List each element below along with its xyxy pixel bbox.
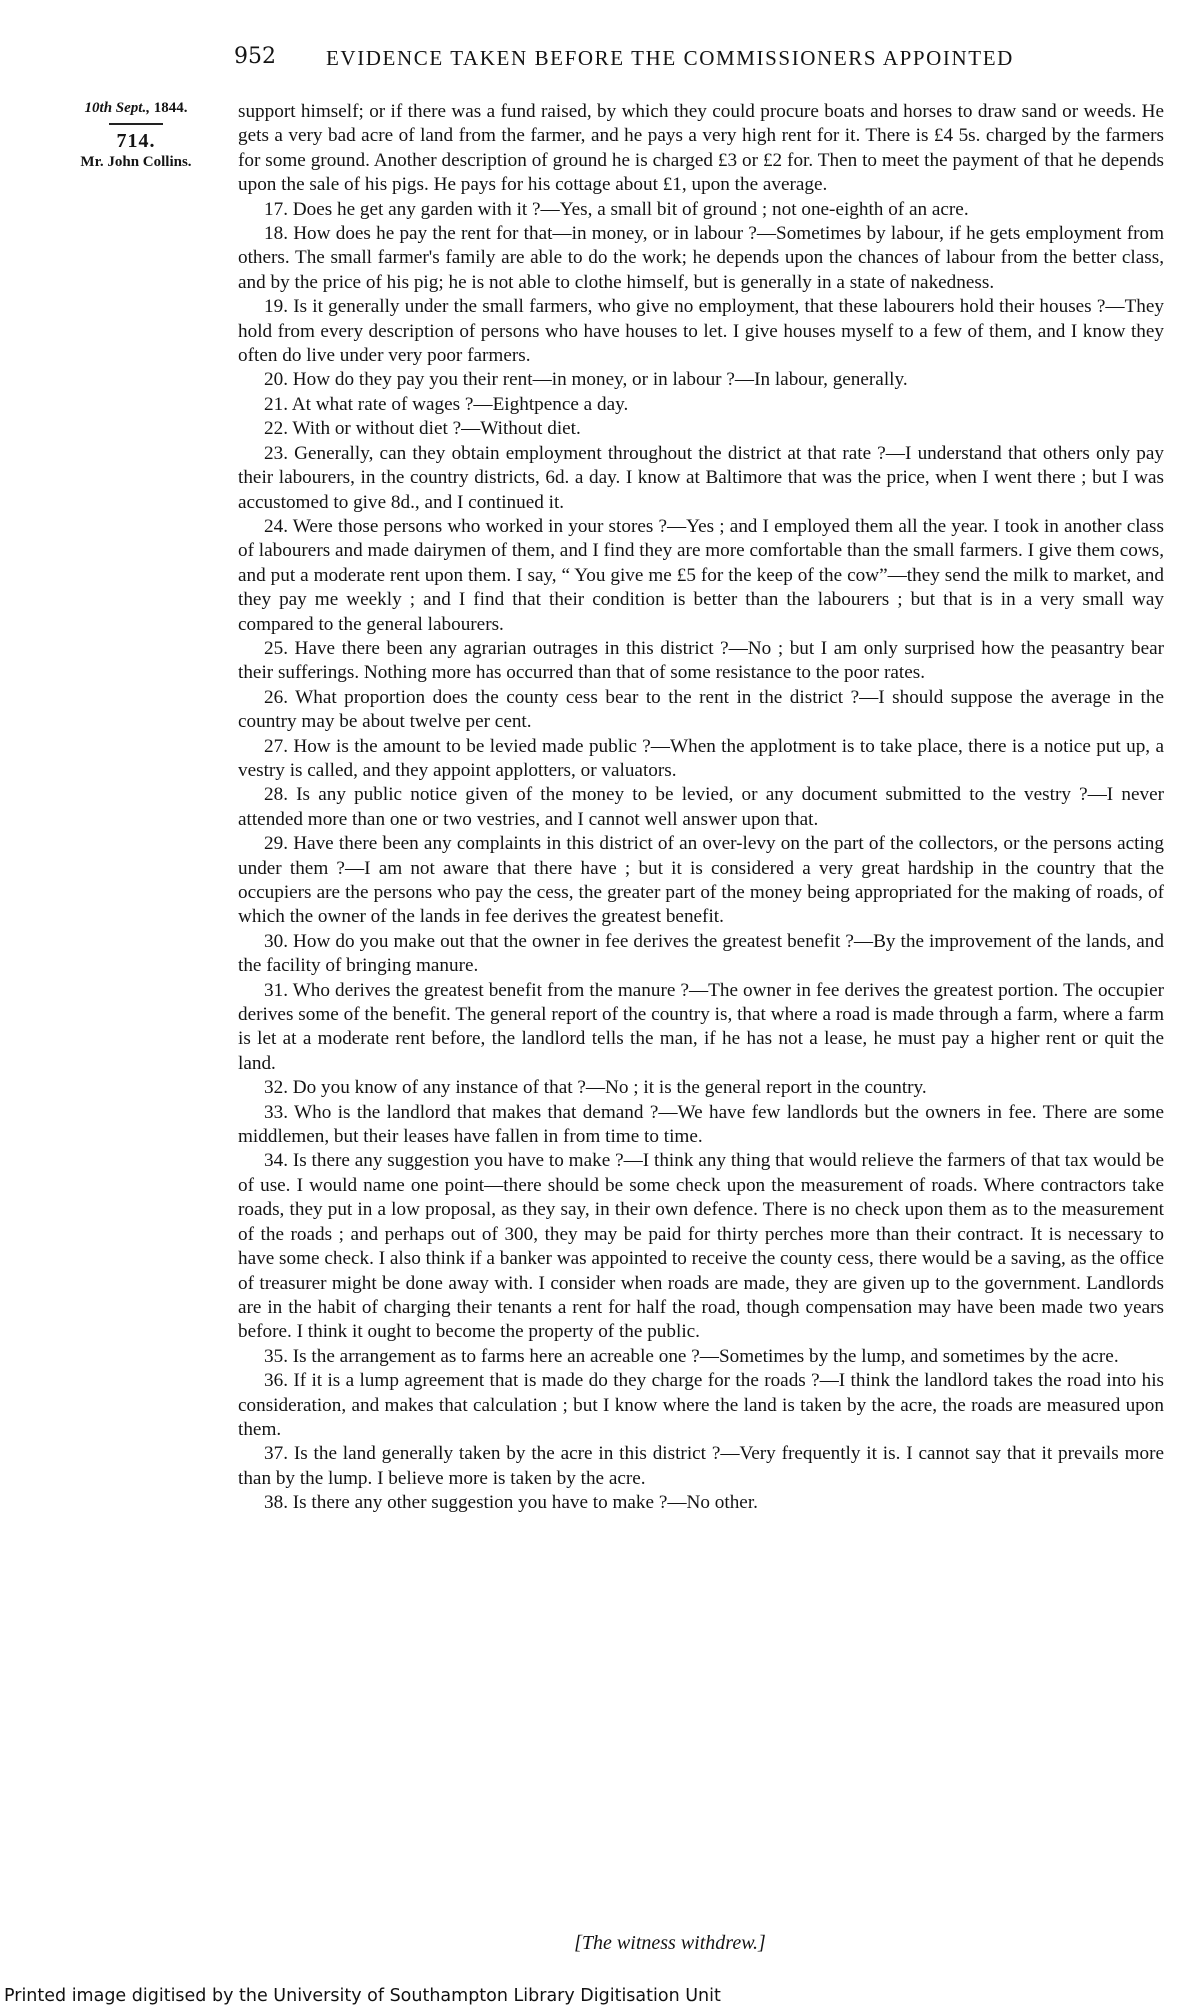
witness-number: 714. — [116, 130, 156, 152]
witness-name: Mr. John Collins. — [80, 154, 192, 170]
evidence-paragraph: support himself; or if there was a fund raised, by which they could procure boats and horses to draw sand or weeds. He gets a very bad acre of land from the farmer, and he pays a very high rent for it. There is £4 5s. charged by the farmers for some ground. Another description of ground he is charged £3 or £2 for. Then to meet the payment of that he depends upon the sale of his pigs. He pays for his cottage about £1, upon the average. — [238, 101, 1164, 196]
evidence-paragraph: 26. What proportion does the county cess bear to the rent in the district ?—I should suppose the average in the country may be about twelve per cent. — [238, 686, 1164, 733]
evidence-paragraph: 38. Is there any other suggestion you have to make ?—No other. — [264, 1492, 758, 1514]
evidence-paragraph: 29. Have there been any complaints in this district of an over-levy on the part of the collectors, or the persons acting under them ?—I am not aware that there have ; but it is considered a very great hardship in the country that the occupiers are the persons who pay the cess, the greater part of the money being appropriated for the making of roads, of which the owner of the lands in fee derives the greatest benefit. — [238, 833, 1164, 928]
digitisation-footer: Printed image digitised by the University of Southampton Library Digitisation Unit — [4, 1986, 721, 2006]
page-header — [234, 44, 1164, 78]
evidence-paragraph: 19. Is it generally under the small farmers, who give no employment, that these labourers hold their houses ?—They hold from every description of persons who have houses to let. I give houses myself to a few of them, and I know they often do live under very poor farmers. — [238, 296, 1164, 367]
evidence-paragraph: 24. Were those persons who worked in your stores ?—Yes ; and I employed them all the year. I took in another class of labourers and made dairymen of them, and I find they are more comfortable than the small farmers. I give them cows, and put a moderate rent upon them. I say, “ You give me £5 for the keep of the cow”—they send the milk to market, and they pay me weekly ; and I find that their condition is better than the labourers ; but that is in a very small way compared to the general labourers. — [238, 515, 1165, 635]
margin-rule — [109, 123, 163, 125]
evidence-paragraph: 27. How is the amount to be levied made public ?—When the applotment is to take place, there is a notice put up, a vestry is called, and they appoint applotters, or valuators. — [238, 735, 1164, 781]
evidence-paragraph: 37. Is the land generally taken by the acre in this district ?—Very frequently it is. I cannot say that it prevails more than by the lump. I believe more is taken by the acre. — [238, 1443, 1164, 1489]
margin-date-day: 10th Sept., — [84, 100, 150, 116]
evidence-paragraph: 33. Who is the landlord that makes that demand ?—We have few landlords but the owners in fee. There are some middlemen, but their leases have fallen in from time to time. — [238, 1101, 1164, 1148]
evidence-paragraph: 23. Generally, can they obtain employment throughout the district at that rate ?—I understand that others only pay their labourers, in the country districts, 6d. a day. I know at Baltimore that was the price, when I went there ; but I was accustomed to give 8d., and I continued it. — [238, 442, 1164, 513]
evidence-paragraph: 32. Do you know of any instance of that ?—No ; it is the general report in the country. — [264, 1077, 927, 1099]
evidence-paragraph: 36. If it is a lump agreement that is made do they charge for the roads ?—I think the landlord takes the road into his consideration, and makes that calculation ; but I know where the land is taken by the acre, the roads are measured upon them. — [238, 1370, 1164, 1440]
witness-withdrew-note: [The witness withdrew.] — [574, 1932, 766, 1954]
evidence-paragraph: 17. Does he get any garden with it ?—Yes, a small bit of ground ; not one-eighth of an acre. — [264, 198, 969, 220]
running-title: EVIDENCE TAKEN BEFORE THE COMMISSIONERS APPOINTED — [326, 46, 1014, 70]
evidence-paragraph: 35. Is the arrangement as to farms here an acreable one ?—Sometimes by the lump, and sometimes by the acre. — [264, 1345, 1119, 1367]
evidence-paragraph: 20. How do they pay you their rent—in money, or in labour ?—In labour, generally. — [264, 369, 908, 391]
margin-date-year: 1844. — [149, 100, 188, 116]
evidence-paragraph: 21. At what rate of wages ?—Eightpence a day. — [264, 393, 629, 415]
evidence-paragraph: 18. How does he pay the rent for that—in money, or in labour ?—Sometimes by labour, if he gets employment from others. The small farmer's family are able to do the work; he depends upon the chances of labour from the better class, and by the price of his pig; he is not able to clothe himself, but is generally in a state of nakedness. — [238, 223, 1164, 293]
evidence-paragraph: 30. How do you make out that the owner in fee derives the greatest benefit ?—By the improvement of the lands, and the facility of bringing manure. — [238, 930, 1164, 977]
evidence-paragraph: 28. Is any public notice given of the money to be levied, or any document submitted to the vestry ?—I never attended more than one or two vestries, and I cannot well answer upon that. — [238, 784, 1164, 830]
evidence-paragraph: 31. Who derives the greatest benefit from the manure ?—The owner in fee derives the greatest portion. The occupier derives some of the benefit. The general report of the country is, that where a road is made through a farm, where a farm is let at a moderate rent before, the landlord tells the man, if he has not a lease, he must pay a higher rent or quit the land. — [238, 979, 1164, 1074]
margin-date — [36, 100, 236, 117]
evidence-body — [238, 100, 1164, 1516]
page-number: 952 — [234, 44, 276, 69]
evidence-paragraph: 22. With or without diet ?—Without diet. — [264, 418, 581, 440]
evidence-paragraph: 34. Is there any suggestion you have to make ?—I think any thing that would relieve the farmers of that tax would be of use. I would name one point—there should be some check upon the measurement of roads. Where contractors take roads, they put in a low proposal, as they say, in their own defence. There is no check upon them as to the measurement of the roads ; and perhaps out of 300, they may be paid for thirty perches more than their contract. It is necessary to have some check. I also think if a banker was appointed to receive the county cess, there would be a saving, as the office of treasurer might be done away with. I consider when roads are made, they are given up to the government. Landlords are in the habit of charging their tenants a rent for half the road, though compensation may have been made two years before. I think it ought to become the property of the public. — [238, 1150, 1164, 1343]
evidence-paragraph: 25. Have there been any agrarian outrages in this district ?—No ; but I am only surprised how the peasantry bear their sufferings. Nothing more has occurred than that of some resistance to the poor rates. — [238, 637, 1164, 684]
margin-note — [36, 100, 236, 171]
